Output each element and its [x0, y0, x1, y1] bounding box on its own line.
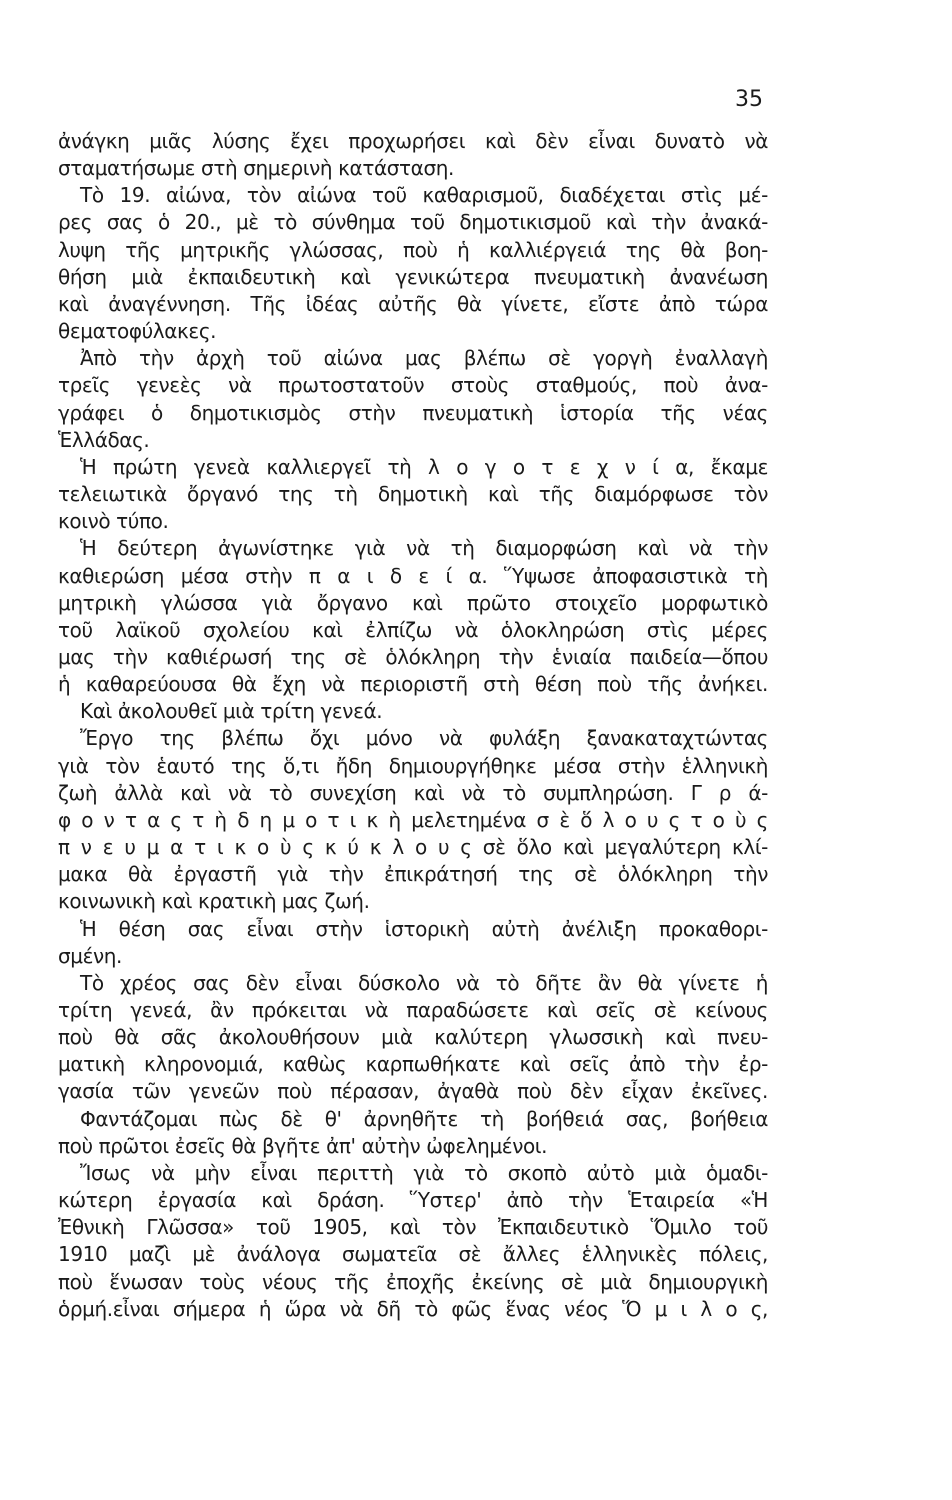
- text-line: Φαντάζομαι πὼς δὲ θ' ἀρνηθῆτε τὴ βοήθειά σας, βοήθεια: [80, 1106, 768, 1131]
- text-line: Ἑλλάδας.: [58, 427, 150, 452]
- text-line: γασία τῶν γενεῶν ποὺ πέρασαν, ἀγαθὰ ποὺ δὲν εἶχαν ἐκεῖνες.: [58, 1079, 768, 1104]
- paragraph: [58, 698, 768, 725]
- paragraph: [58, 128, 768, 182]
- text-line: μας τὴν καθιέρωσή της σὲ ὁλόκληρη τὴν ἑνιαία παιδεία—ὅπου: [58, 644, 768, 669]
- text-line: γράφει ὁ δημοτικισμὸς στὴν πνευματικὴ ἱστορία τῆς νέας: [58, 400, 768, 425]
- paragraph: [58, 1106, 768, 1160]
- text-line: Ἡ πρώτη γενεὰ καλλιεργεῖ τὴ λ ο γ ο τ ε χ ν ί α, ἔκαμε: [80, 454, 768, 479]
- text-line: π ν ε υ μ α τ ι κ ο ὺ ς κ ύ κ λ ο υ ς σὲ ὅλο καὶ μεγαλύτερη κλί-: [58, 835, 768, 860]
- text-line: γιὰ τὸν ἑαυτό της ὅ,τι ἤδη δημιουργήθηκε μέσα στὴν ἑλληνικὴ: [58, 753, 768, 778]
- text-line: ματικὴ κληρονομιά, καθὼς καρπωθήκατε καὶ σεῖς ἀπὸ τὴν ἐρ-: [58, 1052, 768, 1077]
- paragraph: [58, 535, 768, 698]
- text-line: Ἔργο της βλέπω ὄχι μόνο νὰ φυλάξη ξανακαταχτώντας: [80, 726, 768, 751]
- text-line: κώτερη ἐργασία καὶ δράση. Ὕστερ' ἀπὸ τὴν Ἑταιρεία «Ἡ: [58, 1188, 768, 1213]
- text-line: λυψη τῆς μητρικῆς γλώσσας, ποὺ ἡ καλλιέργειά της θὰ βοη-: [58, 237, 768, 262]
- paragraph: [58, 970, 768, 1106]
- text-line: τρίτη γενεά, ἂν πρόκειται νὰ παραδώσετε καὶ σεῖς σὲ κείνους: [58, 998, 768, 1022]
- paragraph: [58, 345, 768, 454]
- text-line: σμένη.: [58, 943, 123, 968]
- text-line: κοινωνικὴ καὶ κρατικὴ μας ζωή.: [58, 889, 370, 914]
- text-line: μητρικὴ γλώσσα γιὰ ὄργανο καὶ πρῶτο στοιχεῖο μορφωτικὸ: [58, 590, 768, 615]
- text-line: τοῦ λαϊκοῦ σχολείου καὶ ἐλπίζω νὰ ὁλοκληρώση στὶς μέρες: [58, 617, 768, 642]
- text-line: κοινὸ τύπο.: [58, 509, 169, 534]
- text-line: ὁρμή.εἶναι σήμερα ἡ ὥρα νὰ δῆ τὸ φῶς ἕνας νέος Ὅ μ ι λ ο ς,: [58, 1296, 768, 1321]
- text-line: ρες σας ὁ 20., μὲ τὸ σύνθημα τοῦ δημοτικισμοῦ καὶ τὴν ἀνακά-: [58, 210, 768, 235]
- paragraph: [58, 1160, 768, 1323]
- text-line: Ἡ θέση σας εἶναι στὴν ἱστορικὴ αὐτὴ ἀνέλιξη προκαθορι-: [80, 916, 768, 941]
- text-line: φ ο ν τ α ς τ ὴ δ η μ ο τ ι κ ὴ μελετημένα σ ὲ ὅ λ ο υ ς τ ο ὺ ς: [58, 807, 768, 832]
- paragraph: [58, 454, 768, 535]
- text-line: Καὶ ἀκολουθεῖ μιὰ τρίτη γενεά.: [80, 699, 383, 724]
- text-line: 1910 μαζὶ μὲ ἀνάλογα σωματεῖα σὲ ἄλλες ἑλληνικὲς πόλεις,: [58, 1242, 768, 1267]
- text-line: ἀνάγκη μιᾶς λύσης ἔχει προχωρήσει καὶ δὲν εἶναι δυνατὸ νὰ: [58, 129, 768, 153]
- text-line: Ἡ δεύτερη ἀγωνίστηκε γιὰ νὰ τὴ διαμορφώση καὶ νὰ τὴν: [80, 536, 768, 561]
- text-line: τρεῖς γενεὲς νὰ πρωτοστατοῦν στοὺς σταθμούς, ποὺ ἀνα-: [58, 373, 768, 398]
- text-line: μακα θὰ ἐργαστῆ γιὰ τὴν ἐπικράτησή της σὲ ὁλόκληρη τὴν: [58, 862, 768, 887]
- text-line: θεματοφύλακες.: [58, 319, 217, 344]
- text-line: τελειωτικὰ ὄργανό της τὴ δημοτικὴ καὶ τῆς διαμόρφωσε τὸν: [58, 482, 768, 507]
- text-line: ἡ καθαρεύουσα θὰ ἔχη νὰ περιοριστῆ στὴ θέση ποὺ τῆς ἀνήκει.: [58, 672, 768, 697]
- text-line: Ἴσως νὰ μὴν εἶναι περιττὴ γιὰ τὸ σκοπὸ αὐτὸ μιὰ ὁμαδι-: [80, 1160, 768, 1185]
- text-line: Τὸ 19. αἰώνα, τὸν αἰώνα τοῦ καθαρισμοῦ, διαδέχεται στὶς μέ-: [80, 183, 768, 208]
- text-line: καὶ ἀναγέννηση. Τῆς ἰδέας αὐτῆς θὰ γίνετε, εἴστε ἀπὸ τώρα: [58, 291, 768, 316]
- text-line: σταματήσωμε στὴ σημερινὴ κατάσταση.: [58, 156, 454, 181]
- page-number: 35: [735, 87, 763, 112]
- text-line: ζωὴ ἀλλὰ καὶ νὰ τὸ συνεχίση καὶ νὰ τὸ συμπληρώση. Γ ρ ά-: [58, 780, 768, 805]
- paragraph: [58, 725, 768, 915]
- text-line: ποὺ ἕνωσαν τοὺς νέους τῆς ἐποχῆς ἐκείνης σὲ μιὰ δημιουργικὴ: [58, 1269, 768, 1294]
- text-line: θήση μιὰ ἐκπαιδευτικὴ καὶ γενικώτερα πνευματικὴ ἀνανέωση: [58, 264, 768, 289]
- text-line: Τὸ χρέος σας δὲν εἶναι δύσκολο νὰ τὸ δῆτε ἂν θὰ γίνετε ἡ: [80, 970, 768, 995]
- paragraph: [58, 182, 768, 345]
- paragraph: [58, 916, 768, 970]
- text-line: ποὺ πρῶτοι ἐσεῖς θὰ βγῆτε ἀπ' αὐτὴν ὠφελημένοι.: [58, 1133, 548, 1158]
- text-line: ποὺ θὰ σᾶς ἀκολουθήσουν μιὰ καλύτερη γλωσσικὴ καὶ πνευ-: [58, 1025, 768, 1050]
- body-text: [58, 128, 768, 1323]
- text-line: Ἀπὸ τὴν ἀρχὴ τοῦ αἰώνα μας βλέπω σὲ γοργὴ ἐναλλαγὴ: [80, 346, 768, 371]
- text-line: Ἐθνικὴ Γλῶσσα» τοῦ 1905, καὶ τὸν Ἐκπαιδευτικὸ Ὅμιλο τοῦ: [58, 1215, 768, 1240]
- text-line: καθιερώση μέσα στὴν π α ι δ ε ί α. Ὕψωσε ἀποφασιστικὰ τὴ: [58, 563, 768, 588]
